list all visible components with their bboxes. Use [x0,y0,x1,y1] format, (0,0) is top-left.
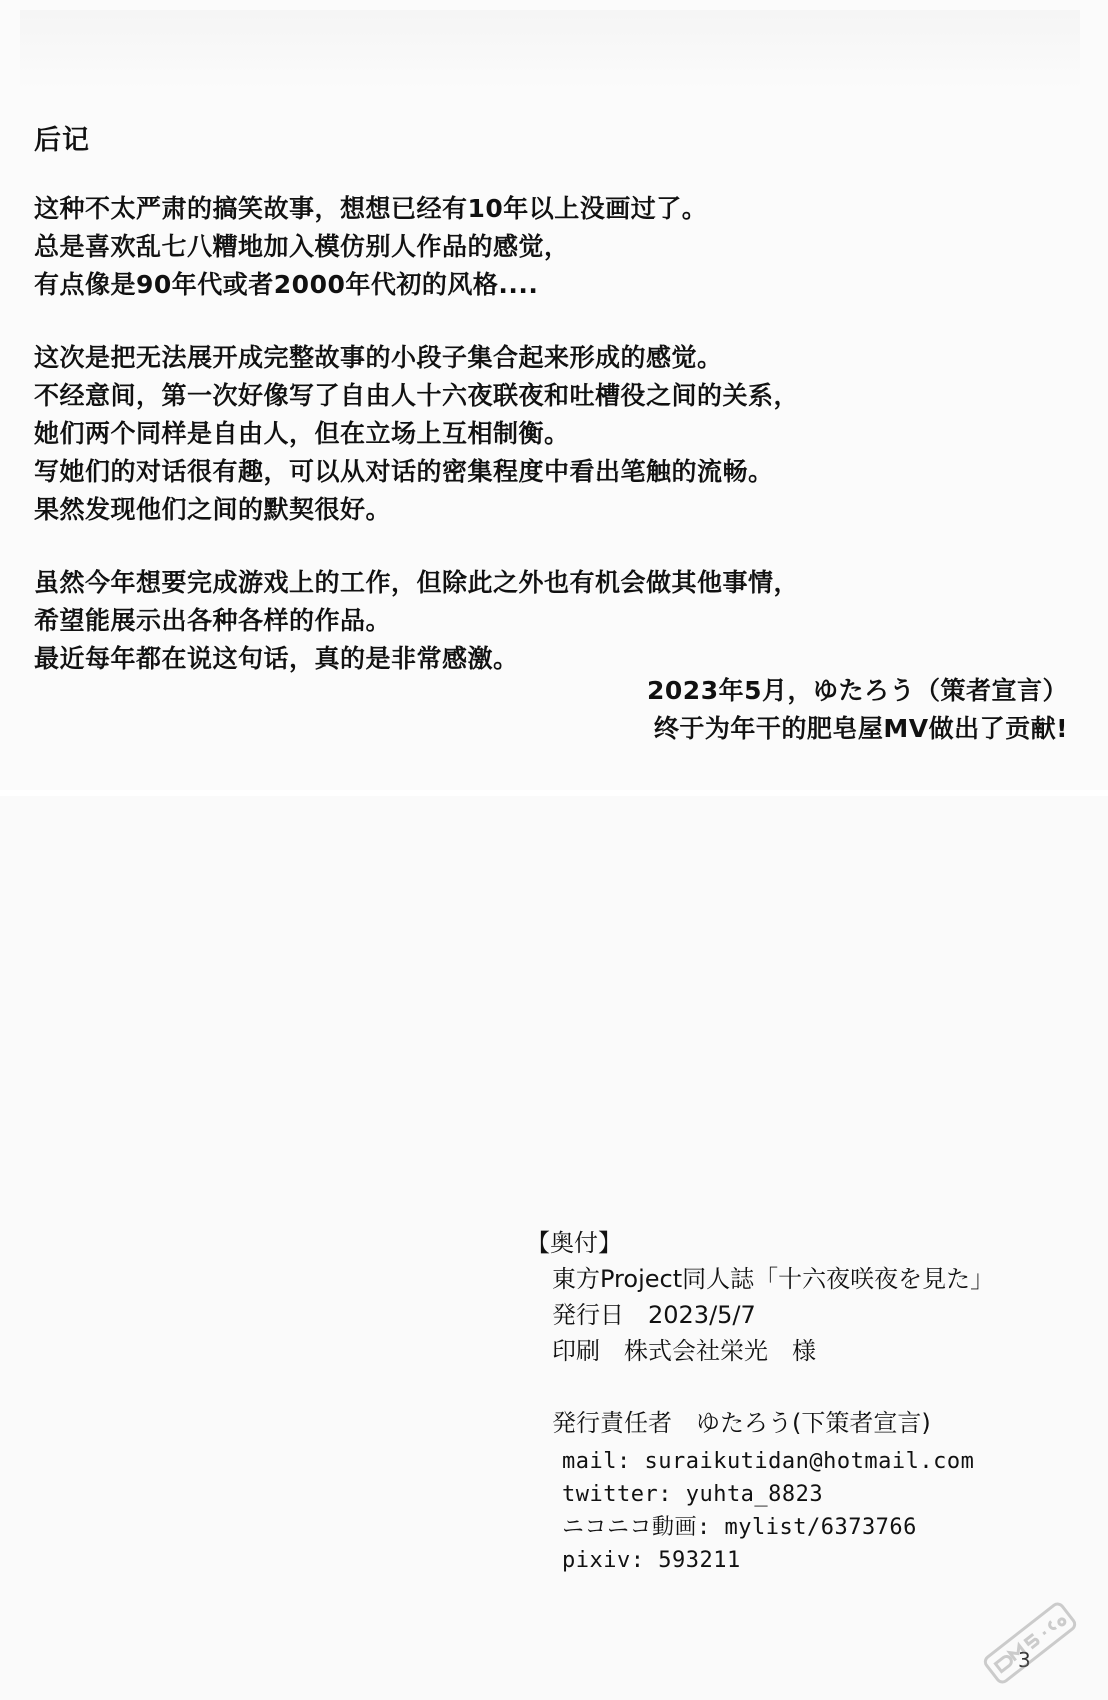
afterword-line: 希望能展示出各种各样的作品。 [34,606,392,635]
signature-date-author: 2023年5月，ゆたろう（策者宣言） [647,676,1068,705]
afterword-line: 果然发现他们之间的默契很好。 [34,495,392,524]
afterword-paragraph-1 [34,190,1074,304]
colophon-book-title: 東方Project同人誌「十六夜咲夜を見た」 [552,1265,995,1293]
afterword-line: 总是喜欢乱七八糟地加入模仿别人作品的感觉， [34,232,570,261]
afterword-line: 最近每年都在说这句话，真的是非常感激。 [34,644,519,673]
afterword-line: 不经意间，第一次好像写了自由人十六夜联夜和吐槽役之间的关系， [34,381,800,410]
afterword-paragraph-2 [34,339,1074,529]
colophon-publish-date: 発行日 2023/5/7 [552,1301,756,1329]
afterword-paragraph-3 [34,564,1074,678]
scan-shading-band [20,10,1080,90]
contact-pixiv: pixiv: 593211 [562,1548,741,1573]
colophon-publisher: 発行責任者 ゆたろう(下策者宣言) [552,1409,931,1437]
colophon-heading: 【奥付】 [526,1229,622,1257]
afterword-line: 她们两个同样是自由人，但在立场上互相制衡。 [34,419,570,448]
page-number: 3 [1018,1648,1031,1672]
watermark-logo-graphic [968,1598,1092,1688]
afterword-line: 这种不太严肃的搞笑故事，想想已经有10年以上没画过了。 [34,194,708,223]
contact-mail: mail: suraikutidan@hotmail.com [562,1449,975,1474]
colophon-section [526,1225,1074,1577]
afterword-line: 这次是把无法展开成完整故事的小段子集合起来形成的感觉。 [34,343,723,372]
signature-note: 终于为年干的肥皂屋MV做出了贡献! [653,714,1068,743]
colophon-printer: 印刷 株式会社栄光 様 [552,1337,816,1365]
afterword-signature [647,672,1068,748]
afterword-section [34,122,1074,713]
contact-twitter: twitter: yuhta_8823 [562,1482,824,1507]
colophon-spacer [534,1369,1074,1405]
afterword-line: 虽然今年想要完成游戏上的工作，但除此之外也有机会做其他事情， [34,568,800,597]
afterword-line: 写她们的对话很有趣，可以从对话的密集程度中看出笔触的流畅。 [34,457,774,486]
afterword-title: 后记 [34,125,90,156]
afterword-line: 有点像是90年代或者2000年代初的风格.... [34,270,539,299]
contact-niconico: ニコニコ動画: mylist/6373766 [562,1515,917,1540]
dm5-watermark-logo-icon [968,1598,1092,1688]
